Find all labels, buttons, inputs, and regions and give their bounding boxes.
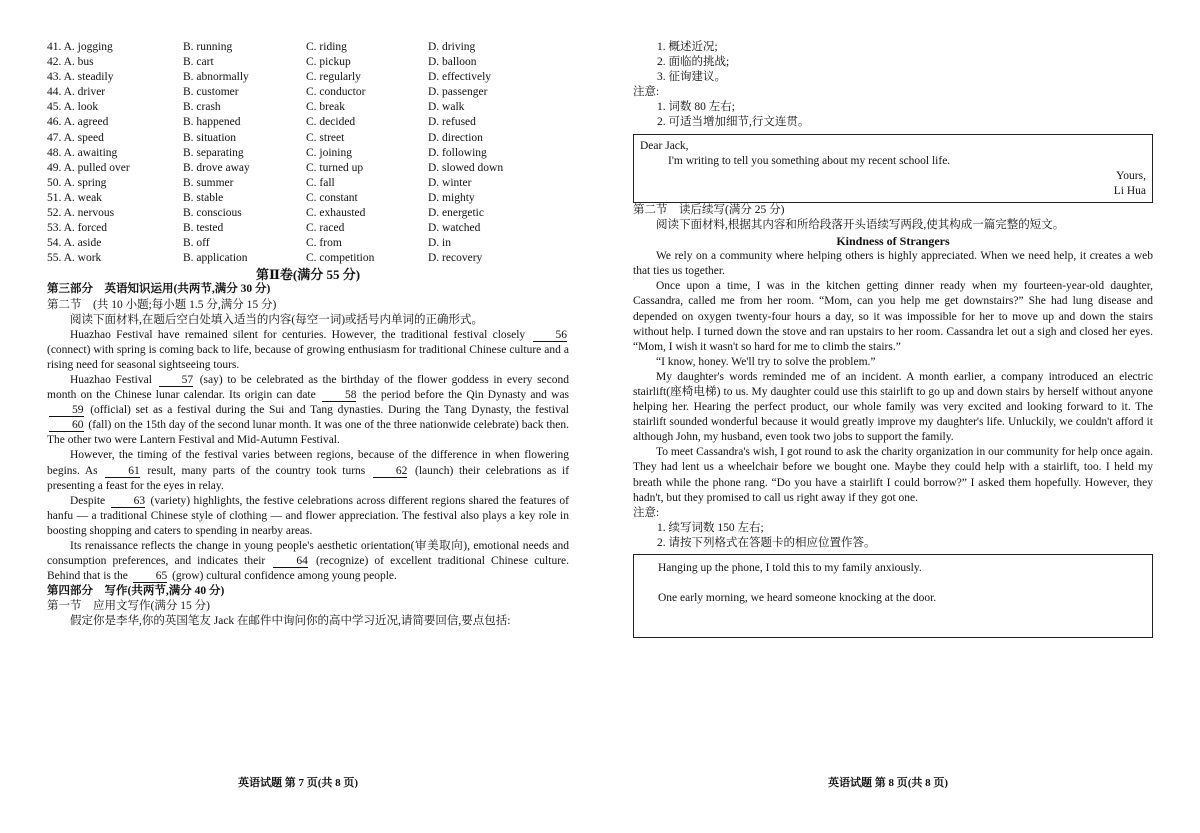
point-2: 2. 面临的挑战; [657, 56, 730, 69]
passage-paragraph-2: Huazhao Festival 57 (say) to be celebrated as the birthday of the flower goddess in every second month on the Chinese lunar calendar. Its origin can date 58 the period before the Qin Dynasty and was 59 (official) set as a festival during the Sui and Tang dynasties. During the Tang Dynasty, the festival 60 (fall) on the 15th day of the second lunar month. It was one of the three nationwide celebrate) back then. The other two were Lantern Festival and Mid-Autumn Festival. [47, 373, 570, 447]
passage-paragraph-1: Huazhao Festival have remained silent for centuries. However, the traditional festival closely 56 (connect) with spring is coming back to life, because of growing enthusiasm for traditional Chinese culture and a rising need for seasonal sightseeing tours. [47, 328, 569, 371]
option-choice[interactable]: 42. A. bus [47, 56, 94, 69]
option-choice[interactable]: C. joining [306, 146, 353, 159]
continuation-opening-1: Hanging up the phone, I told this to my family anxiously. [658, 562, 922, 574]
note2-2: 2. 请按下列格式在答题卡的相应位置作答。 [657, 536, 876, 549]
blank-61[interactable]: 61 [105, 465, 140, 478]
option-choice[interactable]: D. mighty [428, 191, 475, 204]
part3-heading: 第三部分 英语知识运用(共两节,满分 30 分) [47, 283, 271, 296]
point-1: 1. 概述近况; [657, 41, 718, 53]
option-choice[interactable]: D. driving [428, 41, 476, 53]
right-page [633, 40, 1153, 638]
part2-title: 第Ⅱ卷(满分 55 分) [255, 267, 361, 283]
option-choice[interactable]: D. in [428, 237, 451, 250]
option-choice[interactable]: 53. A. forced [47, 222, 108, 235]
story-paragraph-1: We rely on a community where helping others is highly appreciated. When we need help, it creates a web that ties us together. [633, 250, 1153, 278]
option-choice[interactable]: C. constant [306, 191, 358, 204]
option-choice[interactable]: C. street [306, 131, 345, 144]
option-choice[interactable]: 45. A. look [47, 101, 99, 114]
story-paragraph-4: My daughter's words reminded me of an incident. A month earlier, a company introduced an electric stairlift(座椅电梯) to us. My daughter could use this stairlift to go up and down stairs by herself without anyone helping her. Hearing the perfect product, our whole family was very excited and looking forward to it. The stairlift sounded wonderful because it would greatly improve my daughter's life. Unluckily, we couldn't afford it although John, my husband, even took two jobs to support the family. [633, 370, 1153, 444]
option-choice[interactable]: C. regularly [306, 71, 361, 84]
blank-62[interactable]: 62 [373, 465, 408, 478]
option-row [47, 161, 569, 176]
continuation-opening-2: One early morning, we heard someone knocking at the door. [658, 592, 937, 605]
option-choice[interactable]: C. pickup [306, 56, 351, 69]
option-choice[interactable]: C. raced [306, 222, 345, 235]
option-choice[interactable]: 55. A. work [47, 252, 102, 265]
passage-paragraph-4: Despite 63 (variety) highlights, the festive celebrations across different regions shared the features of hanfu — a traditional Chinese style of clothing — and flower appreciation. The festival also plays a key role in boosting shopping and caters to spending in nearby areas. [47, 494, 569, 537]
option-choice[interactable]: B. happened [183, 116, 241, 129]
point-3: 3. 征询建议。 [657, 71, 726, 84]
option-choice[interactable]: D. effectively [428, 71, 492, 84]
option-choice[interactable]: B. stable [183, 191, 224, 204]
part3-instruction: 阅读下面材料,在题后空白处填入适当的内容(每空一词)或括号内单词的正确形式。 [70, 313, 484, 326]
part4-heading: 第四部分 写作(共两节,满分 40 分) [47, 585, 225, 598]
option-row [47, 131, 569, 146]
option-choice[interactable]: B. drove away [183, 161, 250, 174]
option-choice[interactable]: D. slowed down [428, 161, 504, 174]
note-1: 1. 词数 80 左右; [657, 101, 735, 114]
letter-answer-box[interactable] [633, 134, 1153, 203]
option-row [47, 146, 569, 161]
option-row [47, 70, 569, 85]
option-choice[interactable]: 52. A. nervous [47, 207, 115, 220]
option-choice[interactable]: D. walk [428, 101, 465, 114]
option-row [47, 176, 569, 191]
option-choice[interactable]: D. recovery [428, 252, 483, 265]
option-row [47, 191, 569, 206]
option-choice[interactable]: B. abnormally [183, 71, 249, 84]
option-choice[interactable]: 54. A. aside [47, 237, 102, 250]
option-choice[interactable]: 41. A. jogging [47, 41, 113, 53]
left-page [47, 40, 569, 630]
option-choice[interactable]: D. passenger [428, 86, 488, 99]
option-choice[interactable]: D. watched [428, 222, 481, 235]
option-choice[interactable]: C. break [306, 101, 345, 114]
option-choice[interactable]: D. refused [428, 116, 476, 129]
letter-opening: I'm writing to tell you something about my recent school life. [668, 154, 951, 167]
option-choice[interactable]: D. balloon [428, 56, 477, 69]
blank-58[interactable]: 58 [322, 389, 357, 402]
option-choice[interactable]: C. turned up [306, 161, 364, 174]
blank-65[interactable]: 65 [133, 570, 168, 583]
option-choice[interactable]: D. direction [428, 131, 483, 144]
option-row [47, 251, 569, 266]
option-row [47, 206, 569, 221]
passage-paragraph-5: Its renaissance reflects the change in young people's aesthetic orientation(审美取向), emotional needs and consumption preferences, and indicates their 64 (recognize) of excellent traditional Chinese culture. Behind that is the 65 (grow) cultural confidence among young people. [47, 540, 570, 583]
story-paragraph-3: “I know, honey. We'll try to solve the problem.” [656, 355, 876, 368]
option-row [47, 85, 569, 100]
writing-prompt: 假定你是李华,你的英国笔友 Jack 在邮件中询问你的高中学习近况,请简要回信,要点包括: [70, 615, 511, 628]
option-choice[interactable]: D. energetic [428, 207, 484, 220]
option-choice[interactable]: 43. A. steadily [47, 71, 114, 84]
footer-page-7: 英语试题 第 7 页(共 8 页) [238, 777, 359, 789]
option-choice[interactable]: B. customer [183, 86, 239, 99]
option-choice[interactable]: 50. A. spring [47, 176, 107, 189]
option-row [47, 40, 569, 55]
story-paragraph-2: Once upon a time, I was in the kitchen getting dinner ready when my fourteen-year-old daughter, Cassandra, called me from her room. “Mom, can you help me get downstairs?” She had lung disease and depended on oxygen twenty-four hours a day, so it was impossible for her to move up and down the stairs without help. I turned down the stove and ran upstairs to her room. Cassandra let out a sigh and closed her eyes. “Mom, I wish it wasn't so hard for me to climb the stairs.” [633, 280, 1153, 353]
letter-closing: Yours, [1116, 169, 1146, 182]
option-choice[interactable]: C. decided [306, 116, 356, 129]
option-choice[interactable]: C. fall [306, 176, 335, 189]
option-row [47, 236, 569, 251]
note2-label: 注意: [633, 506, 660, 519]
note-2: 2. 可适当增加细节,行文连贯。 [657, 116, 810, 129]
section2-instruction: 阅读下面材料,根据其内容和所给段落开头语续写两段,使其构成一篇完整的短文。 [656, 219, 1065, 232]
option-choice[interactable]: B. crash [183, 101, 221, 114]
story-title: Kindness of Strangers [836, 234, 950, 249]
cloze-options [47, 40, 569, 266]
option-row [47, 221, 569, 236]
option-choice[interactable]: B. running [183, 41, 233, 53]
option-choice[interactable]: B. tested [183, 222, 224, 235]
story-paragraph-5: To meet Cassandra's wish, I got round to ask the charity organization in our community for help once again. They had lent us a wheelchair before we bought one. Maybe they could help with a stairlift, too. I held my breath while the phone rang. “Do you have a stairlift I could borrow?” I asked them hopefully. However, they hadn't, but they promised to call us right away if they got one. [633, 446, 1153, 504]
note-label: 注意: [633, 86, 660, 99]
option-choice[interactable]: C. exhausted [306, 207, 366, 220]
option-choice[interactable]: B. cart [183, 56, 214, 69]
option-choice[interactable]: 46. A. agreed [47, 116, 109, 129]
option-row [47, 55, 569, 70]
option-choice[interactable]: 51. A. weak [47, 191, 102, 204]
blank-57[interactable]: 57 [159, 374, 194, 387]
option-choice[interactable]: 49. A. pulled over [47, 161, 130, 174]
blank-64[interactable]: 64 [273, 555, 308, 568]
option-choice[interactable]: C. riding [306, 41, 347, 53]
option-choice[interactable]: B. off [183, 237, 210, 250]
option-choice[interactable]: B. summer [183, 176, 234, 189]
section2-heading: 第二节 读后续写(满分 25 分) [633, 203, 785, 216]
option-choice[interactable]: C. competition [306, 252, 375, 265]
option-choice[interactable]: 44. A. driver [47, 86, 106, 99]
option-row [47, 100, 569, 115]
note2-1: 1. 续写词数 150 左右; [657, 521, 764, 534]
option-choice[interactable]: D. following [428, 146, 487, 159]
letter-greeting: Dear Jack, [640, 139, 689, 152]
option-choice[interactable]: B. application [183, 252, 248, 265]
part4-section1: 第一节 应用文写作(满分 15 分) [47, 600, 210, 613]
part3-section2: 第二节 (共 10 小题;每小题 1.5 分,满分 15 分) [47, 298, 277, 311]
continuation-answer-box[interactable] [633, 554, 1153, 638]
footer-page-8: 英语试题 第 8 页(共 8 页) [828, 777, 949, 789]
option-choice[interactable]: B. conscious [183, 207, 242, 220]
option-choice[interactable]: C. conductor [306, 86, 366, 99]
option-choice[interactable]: 47. A. speed [47, 131, 104, 144]
blank-63[interactable]: 63 [111, 495, 146, 508]
blank-59[interactable]: 59 [49, 404, 84, 417]
blank-60[interactable]: 60 [49, 419, 84, 432]
option-choice[interactable]: B. separating [183, 146, 244, 159]
option-choice[interactable]: D. winter [428, 176, 472, 189]
option-choice[interactable]: 48. A. awaiting [47, 146, 118, 159]
option-choice[interactable]: C. from [306, 237, 342, 250]
option-choice[interactable]: B. situation [183, 131, 237, 144]
blank-56[interactable]: 56 [533, 329, 568, 342]
option-row [47, 115, 569, 130]
letter-signature: Li Hua [1113, 184, 1146, 197]
passage-paragraph-3: However, the timing of the festival varies between regions, because of the difference in when flowering begins. As 61 result, many parts of the country took turns 62 (launch) their celebrations as if presenting a feast for the eyes in relay. [47, 449, 570, 492]
